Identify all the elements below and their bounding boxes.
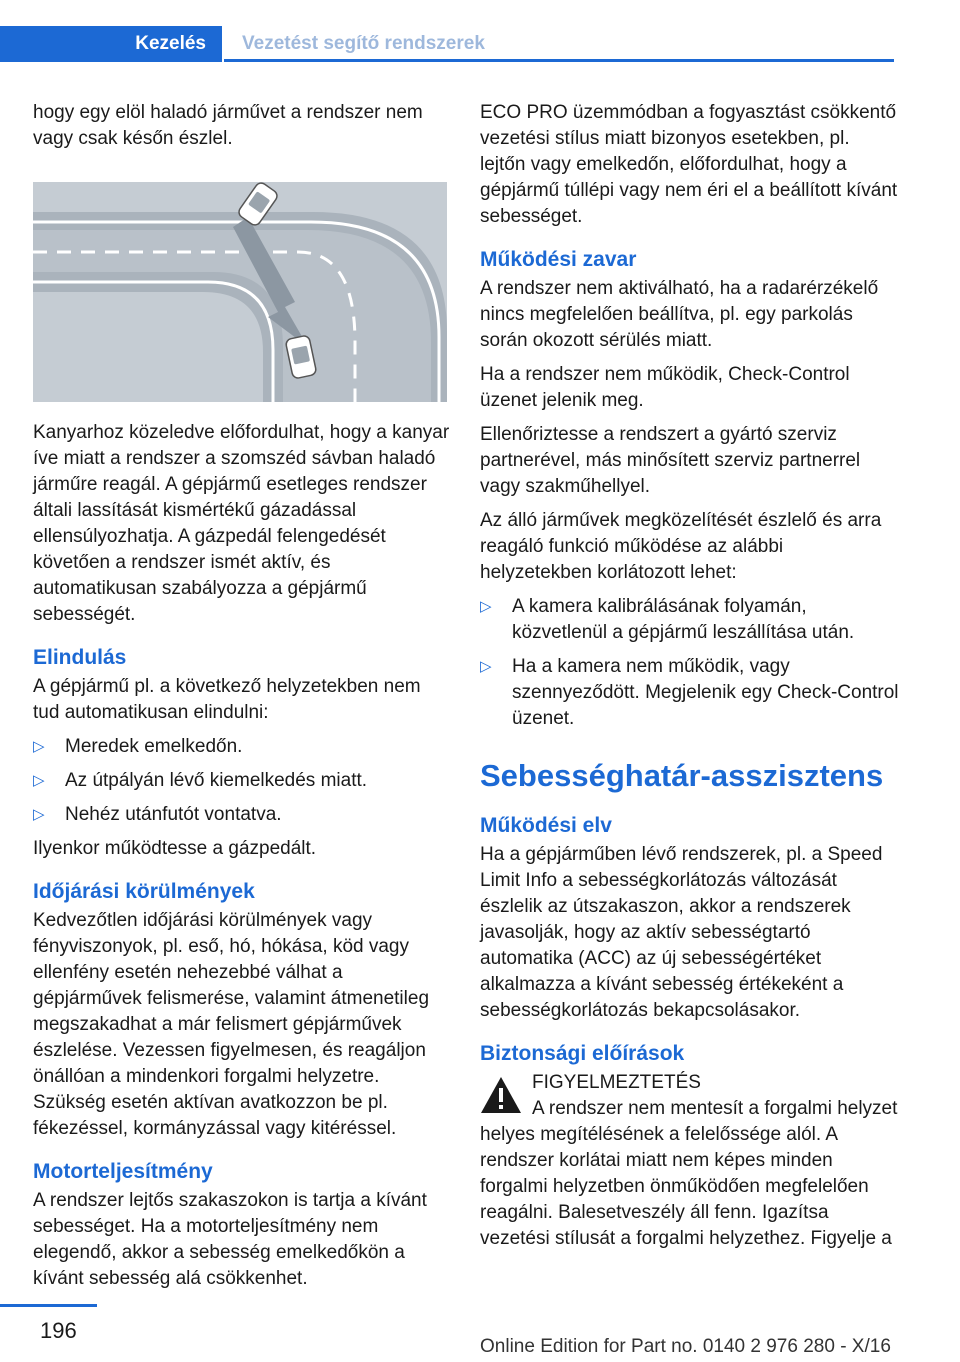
warning-block (480, 1070, 900, 1096)
tab-section-title[interactable]: Vezetést segítő rendszerek (242, 33, 485, 54)
heading-elindulas: Elindulás (33, 646, 127, 669)
bullet-list (480, 594, 900, 732)
triangle-right-icon: ▷ (480, 658, 492, 675)
list-item-text: Az útpályán lévő kiemelkedés miatt. (65, 770, 368, 791)
page-header (0, 0, 960, 62)
list-item-text: Meredek emelkedőn. (65, 736, 243, 757)
list-item (33, 734, 451, 760)
heading-idojaras: Időjárási körülmények (33, 880, 255, 903)
paragraph: A gépjármű pl. a következő helyzetekben nem tud automatikusan elindulni: (33, 676, 421, 723)
list-item-text: A kamera kalibrálásának folyamán, közvetlenül a gépjármű leszállítása után. (512, 596, 855, 643)
warning-icon (480, 1076, 522, 1114)
right-column (480, 100, 900, 1260)
list-item (33, 768, 451, 794)
list-item (480, 654, 900, 732)
left-column (33, 100, 451, 1300)
heading-motorteljesitmeny: Motorteljesítmény (33, 1160, 213, 1183)
paragraph: Ha a gépjárműben lévő rendszerek, pl. a Speed Limit Info a sebességkorlátozás változását észlelik az útszakaszon, akkor a rendszerek javasolják, hogy az aktív sebességtartó automatika (ACC) az új sebességértéket alkalmazza a kívánt sebesség értékeként a sebességkorlátozás bekapcsolásakor. (480, 844, 883, 1021)
heading-mukodesi-elv: Működési elv (480, 814, 612, 837)
warning-title: FIGYELMEZTETÉS (532, 1072, 701, 1093)
list-item-text: Ha a kamera nem működik, vagy szennyeződött. Megjelenik egy Check-Control üzenet. (512, 656, 899, 729)
warning-text-body: A rendszer nem mentesít a forgalmi helyzet helyes megítélésének a felelőssége alól. A rendszer korlátai miatt nem képes minden forgalmi helyzetben önműködően megfelelően reagálni. Balesetveszély áll fenn. Igazítsa vezetési stílusát a forgalmi helyzethez. Figyelje a (480, 1098, 898, 1249)
paragraph: A rendszer nem aktiválható, ha a radarérzékelő nincs megfelelően beállítva, pl. egy parkolás során okozott sérülés miatt. (480, 278, 879, 351)
paragraph: Ha a rendszer nem működik, Check-Control üzenet jelenik meg. (480, 364, 850, 411)
edition-text: Online Edition for Part no. 0140 2 976 280 - X/16 (480, 1336, 891, 1357)
paragraph: Az álló járművek megközelítését észlelő és arra reagáló funkció működése az alábbi helyzetekben korlátozott lehet: (480, 510, 882, 583)
paragraph: Ilyenkor működtesse a gázpedált. (33, 838, 317, 859)
bullet-list (33, 734, 451, 828)
triangle-right-icon: ▷ (480, 598, 492, 615)
tab-kezeles[interactable]: Kezelés (0, 26, 222, 62)
paragraph: Kanyarhoz közeledve előfordulhat, hogy a kanyar íve miatt a rendszer a szomszéd sávban haladó járműre reagál. A gépjármű esetleges rendszer általi lassítását kismértékű gázadással ellensúlyozhatja. A gázpedál felengedését követően a rendszer ismét aktív, és automatikusan szabályozza a gépjármű sebességét. (33, 422, 450, 625)
triangle-right-icon: ▷ (33, 806, 45, 823)
triangle-right-icon: ▷ (33, 738, 45, 755)
road-curve-diagram (33, 182, 447, 402)
footer-rule (0, 1304, 97, 1307)
list-item (480, 594, 900, 646)
paragraph: ECO PRO üzemmódban a fogyasztást csökkentő vezetési stílus miatt bizonyos esetekben, pl. lejtőn vagy emelkedőn, előfordulhat, hogy a gépjármű túllépi vagy nem éri el a beállított kívánt sebességet. (480, 102, 898, 227)
list-item-text: Nehéz utánfutót vontatva. (65, 804, 282, 825)
paragraph: hogy egy elöl haladó járművet a rendszer nem vagy csak későn észlel. (33, 102, 423, 149)
page-number: 196 (40, 1318, 77, 1343)
curve-illustration (33, 182, 447, 402)
header-rule (224, 59, 894, 62)
paragraph: Kedvezőtlen időjárási körülmények vagy fényviszonyok, pl. eső, hó, hókása, köd vagy ellenfény esetén nehezebbé válhat a gépjárművek felismerése, valamint átmenetileg megszakadhat a már felismert gépjárművek észlelése. Vezessen figyelmesen, és reagáljon önállóan a mindenkori forgalmi helyzetre. Szükség esetén aktívan avatkozzon be pl. fékezéssel, kormányzással vagy kitéréssel. (33, 910, 430, 1139)
heading-mukodesi-zavar: Működési zavar (480, 248, 637, 271)
list-item (33, 802, 451, 828)
warning-text (480, 1096, 900, 1252)
paragraph: Ellenőriztesse a rendszert a gyártó szerviz partnerével, más minősített szerviz partnerrel vagy szakműhellyel. (480, 424, 861, 497)
heading-biztonsagi-eloirasok: Biztonsági előírások (480, 1042, 685, 1065)
triangle-right-icon: ▷ (33, 772, 45, 789)
paragraph: A rendszer lejtős szakaszokon is tartja a kívánt sebességet. Ha a motorteljesítmény nem elegendő, akkor a sebesség emelkedőkön a kívánt sebesség alá csökkenhet. (33, 1190, 427, 1289)
heading-sebessseghatar-asszisztens: Sebességhatár-asszisztens (480, 758, 884, 793)
